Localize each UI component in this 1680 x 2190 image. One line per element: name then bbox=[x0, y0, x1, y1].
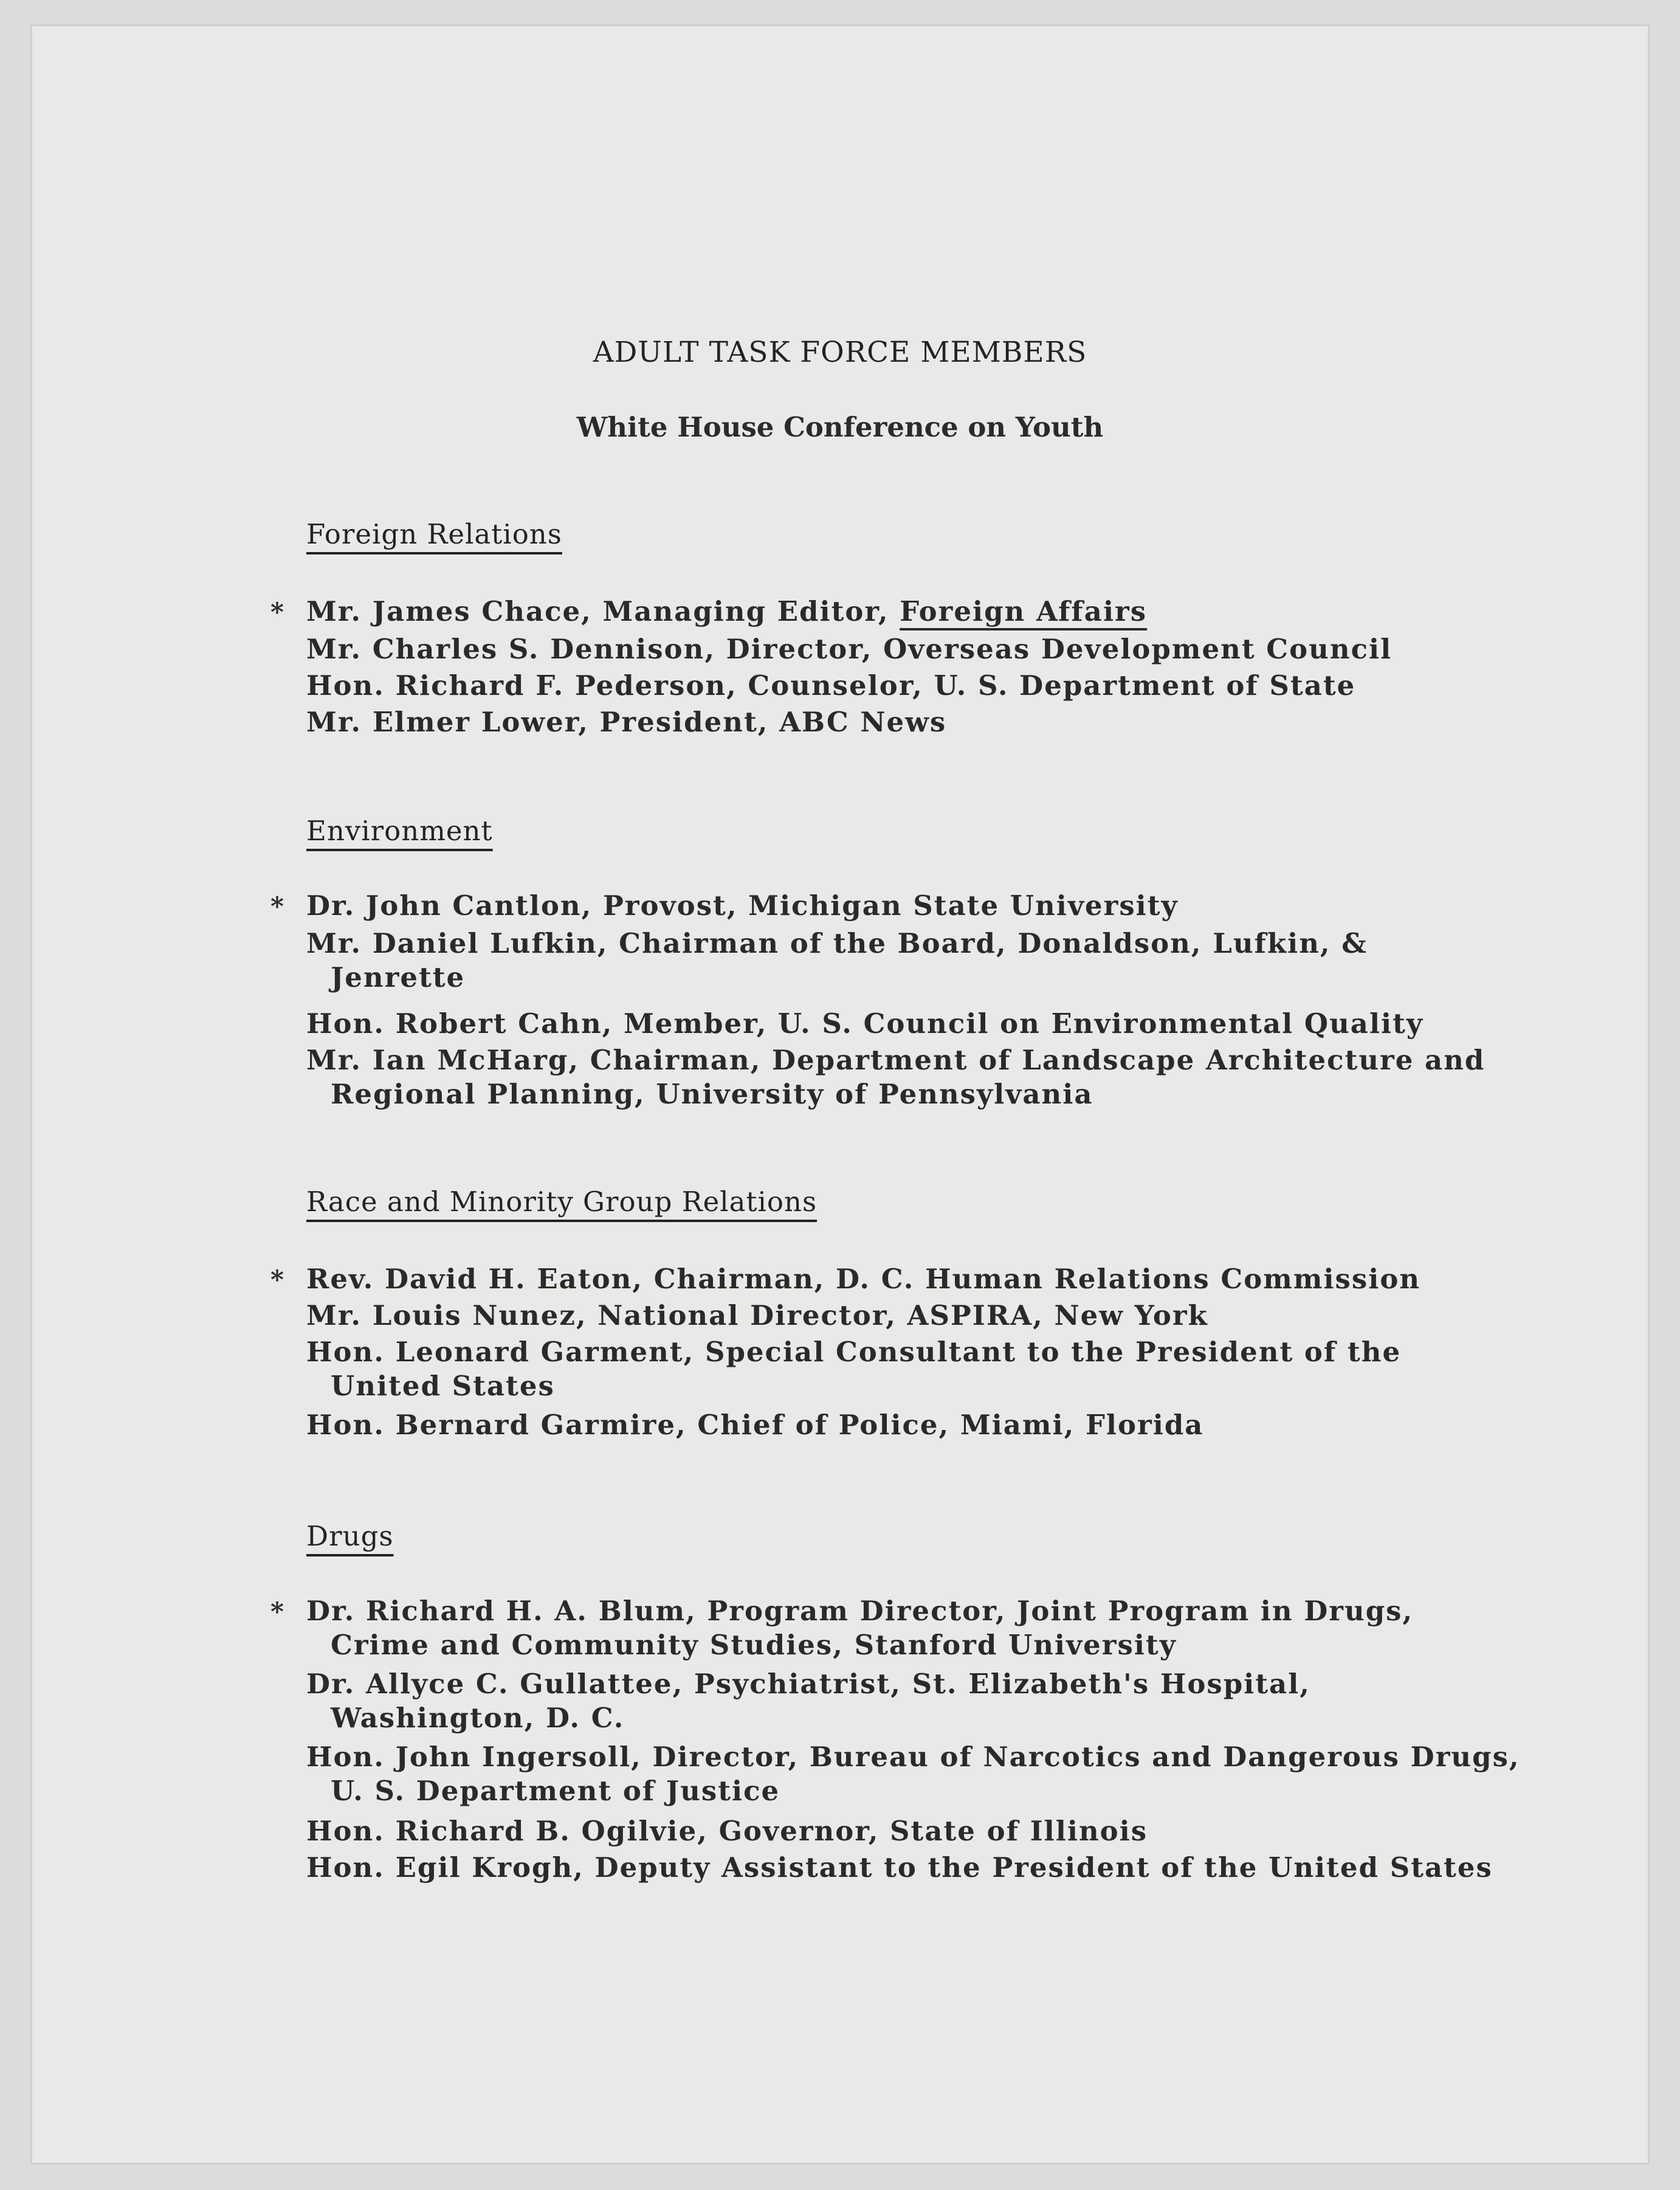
section-heading-race-minority: Race and Minority Group Relations bbox=[306, 1186, 818, 1218]
member-line: Dr. John Cantlon, Provost, Michigan State University bbox=[306, 889, 1179, 922]
member-entry bbox=[306, 1043, 1589, 1111]
member-entry bbox=[306, 632, 1589, 666]
chair-marker: * bbox=[270, 597, 284, 627]
member-entry bbox=[306, 1814, 1589, 1848]
member-line: Hon. Richard F. Pederson, Counselor, U. S. Department of State bbox=[306, 669, 1356, 702]
chair-marker: * bbox=[270, 1597, 284, 1626]
member-entry bbox=[306, 1335, 1589, 1403]
member-line-continued: Crime and Community Studies, Stanford University bbox=[331, 1629, 1177, 1661]
member-line-continued: U. S. Department of Justice bbox=[331, 1775, 780, 1807]
member-line: Hon. Egil Krogh, Deputy Assistant to the President of the United States bbox=[306, 1851, 1493, 1884]
member-line: Dr. Richard H. A. Blum, Program Director, Joint Program in Drugs, bbox=[306, 1595, 1414, 1627]
member-entry bbox=[306, 1408, 1589, 1442]
member-line-continued: Washington, D. C. bbox=[331, 1702, 625, 1734]
document-subtitle: White House Conference on Youth bbox=[576, 411, 1104, 443]
member-line-continued: Jenrette bbox=[331, 961, 466, 993]
member-entry bbox=[306, 1851, 1589, 1885]
member-line: Hon. Richard B. Ogilvie, Governor, State of Illinois bbox=[306, 1815, 1148, 1847]
member-line: Mr. Charles S. Dennison, Director, Overseas Development Council bbox=[306, 633, 1393, 665]
publication-title: Foreign Affairs bbox=[900, 595, 1148, 627]
section-heading-drugs: Drugs bbox=[306, 1520, 394, 1552]
member-entry bbox=[306, 1667, 1589, 1735]
member-entry bbox=[306, 705, 1589, 739]
member-line: Rev. David H. Eaton, Chairman, D. C. Human Relations Commission bbox=[306, 1263, 1421, 1295]
member-line: Mr. Daniel Lufkin, Chairman of the Board, Donaldson, Lufkin, & bbox=[306, 927, 1368, 959]
member-line: Hon. John Ingersoll, Director, Bureau of Narcotics and Dangerous Drugs, bbox=[306, 1741, 1520, 1773]
section-heading-foreign-relations: Foreign Relations bbox=[306, 518, 562, 550]
member-line: Hon. Leonard Garment, Special Consultant to the President of the bbox=[306, 1336, 1402, 1368]
member-line: Mr. Elmer Lower, President, ABC News bbox=[306, 706, 947, 738]
member-entry bbox=[306, 889, 1589, 923]
chair-marker: * bbox=[270, 891, 284, 921]
member-line: Hon. Bernard Garmire, Chief of Police, Miami, Florida bbox=[306, 1409, 1204, 1441]
member-entry bbox=[306, 1262, 1589, 1296]
member-line-continued: United States bbox=[331, 1370, 555, 1402]
member-entry bbox=[306, 1594, 1589, 1662]
section-heading-environment: Environment bbox=[306, 815, 493, 847]
member-line: Hon. Robert Cahn, Member, U. S. Council on Environmental Quality bbox=[306, 1007, 1424, 1040]
member-entry bbox=[306, 595, 1589, 629]
member-line: Mr. Louis Nunez, National Director, ASPIRA, New York bbox=[306, 1299, 1208, 1332]
member-line: Mr. James Chace, Managing Editor, bbox=[306, 595, 900, 627]
member-line: Dr. Allyce C. Gullattee, Psychiatrist, St. Elizabeth's Hospital, bbox=[306, 1668, 1310, 1700]
document-title: ADULT TASK FORCE MEMBERS bbox=[593, 336, 1087, 369]
member-entry bbox=[306, 1007, 1589, 1041]
member-entry bbox=[306, 669, 1589, 703]
chair-marker: * bbox=[270, 1265, 284, 1294]
member-entry bbox=[306, 927, 1589, 995]
member-entry bbox=[306, 1299, 1589, 1333]
member-line-continued: Regional Planning, University of Pennsylvania bbox=[331, 1078, 1093, 1110]
member-entry bbox=[306, 1740, 1589, 1808]
member-line: Mr. Ian McHarg, Chairman, Department of Landscape Architecture and bbox=[306, 1044, 1485, 1076]
